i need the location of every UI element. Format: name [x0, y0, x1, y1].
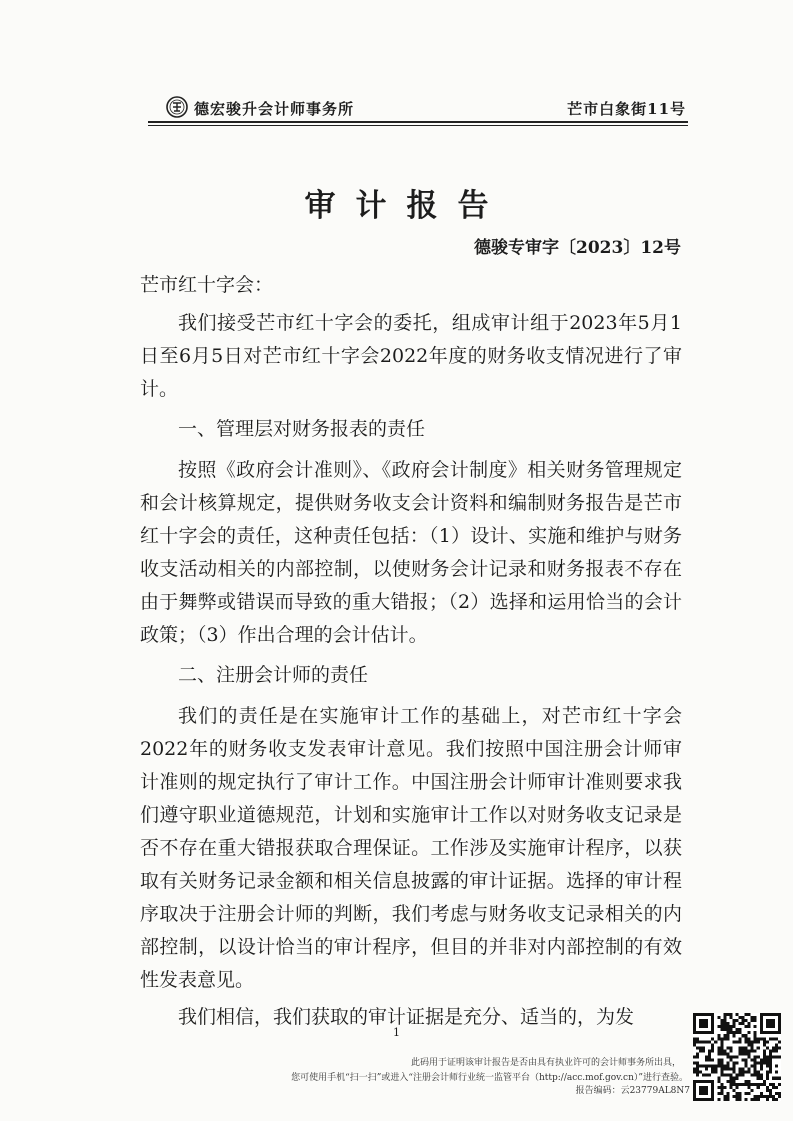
intro-paragraph: 我们接受芒市红十字会的委托，组成审计组于2023年5月1日至6月5日对芒市红十字会2022年度的财务收支情况进行了审计。 — [140, 312, 682, 400]
report-code: 报告编码：云23779AL8N7 — [575, 1086, 690, 1096]
header-rule — [148, 121, 688, 123]
firm-seal-logo-icon — [166, 96, 188, 118]
verification-qr-code-icon[interactable] — [693, 1013, 781, 1101]
letterhead — [148, 94, 688, 124]
closing-paragraph: 我们相信，我们获取的审计证据是充分、适当的，为发 — [178, 1006, 635, 1028]
section2-heading: 二、注册会计师的责任 — [178, 664, 369, 686]
document-number: 德骏专审字〔2023〕12号 — [474, 238, 681, 258]
report-body — [140, 307, 682, 1034]
verification-note-line2: 您可使用手机“扫一扫”或进入“注册会计师行业统一监管平台（http://acc.mof.gov.cn）”进行查验。 — [291, 1073, 688, 1083]
header-rule-thin — [148, 125, 688, 126]
section1-paragraph: 按照《政府会计准则》、《政府会计制度》相关财务管理规定和会计核算规定，提供财务收支会计资料和编制财务报告是芒市红十字会的责任，这种责任包括：（1）设计、实施和维护与财务收支活动相关的内部控制，以使财务会计记录和财务报表不存在由于舞弊或错误而导致的重大错报；（2）选择和运用恰当的会计政策；（3）作出合理的会计估计。 — [140, 459, 682, 646]
firm-name: 德宏骏升会计师事务所 — [194, 100, 355, 118]
verification-note-line1: 此码用于证明该审计报告是否由具有执业许可的会计师事务所出具， — [410, 1058, 681, 1068]
addressee: 芒市红十字会： — [140, 274, 274, 296]
firm-address: 芒市白象街11号 — [567, 100, 686, 118]
page-number: 1 — [393, 1026, 400, 1039]
section2-paragraph: 我们的责任是在实施审计工作的基础上，对芒市红十字会2022年的财务收支发表审计意见。我们按照中国注册会计师审计准则的规定执行了审计工作。中国注册会计师审计准则要求我们遵守职业道德规范，计划和实施审计工作以对财务收支记录是否不存在重大错报获取合理保证。工作涉及实施审计程序，以获取有关财务记录金额和相关信息披露的审计证据。选择的审计程序取决于注册会计师的判断，我们考虑与财务收支记录相关的内部控制，以设计恰当的审计程序，但目的并非对内部控制的有效性发表意见。 — [140, 705, 682, 991]
section1-heading: 一、管理层对财务报表的责任 — [178, 418, 426, 440]
report-title: 审计报告 — [304, 188, 509, 224]
